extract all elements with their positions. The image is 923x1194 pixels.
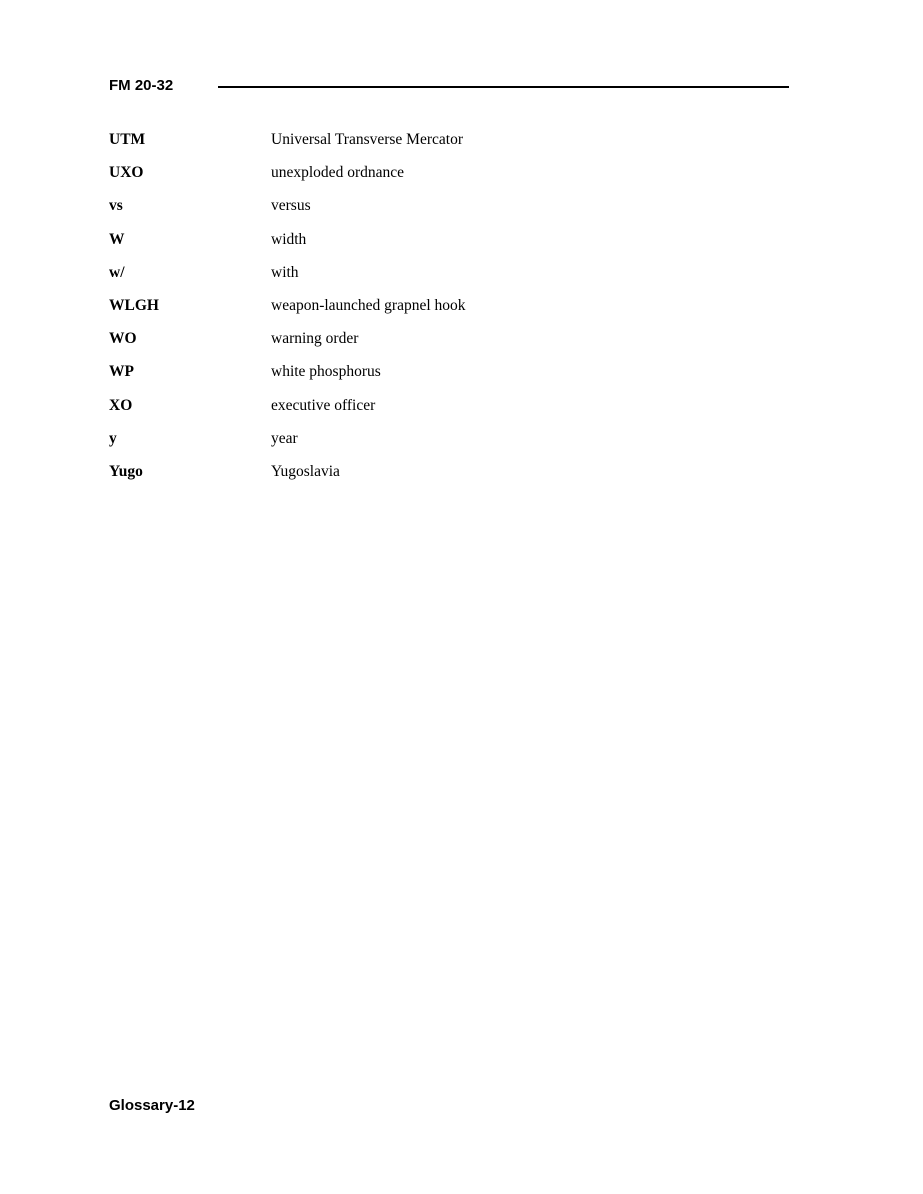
glossary-entry: [109, 296, 789, 329]
glossary-definition: year: [271, 429, 298, 447]
glossary-entry: [109, 230, 789, 263]
glossary-definition: unexploded ordnance: [271, 164, 404, 182]
document-id: FM 20-32: [109, 77, 174, 94]
page-number: Glossary-12: [109, 1097, 195, 1114]
header-rule: [218, 86, 789, 88]
glossary-entry: [109, 263, 789, 296]
glossary-entry: [109, 429, 789, 462]
glossary-term: WLGH: [109, 296, 159, 314]
glossary-entry: [109, 130, 789, 163]
glossary-definition: executive officer: [271, 396, 376, 414]
glossary-term: UTM: [109, 131, 146, 148]
glossary-entry: [109, 396, 789, 429]
glossary-definition: width: [271, 230, 307, 248]
glossary-term: XO: [109, 396, 133, 414]
glossary-definition: weapon-launched grapnel hook: [271, 296, 466, 314]
glossary-term: W: [109, 230, 125, 248]
glossary-term: WP: [109, 363, 134, 381]
glossary-definition: Yugoslavia: [271, 462, 340, 480]
glossary-definition: white phosphorus: [271, 363, 381, 381]
glossary-entry: [109, 329, 789, 362]
glossary-definition: Universal Transverse Mercator: [271, 131, 463, 148]
glossary-definition: with: [271, 263, 299, 281]
glossary-term: w/: [109, 263, 125, 281]
glossary-term: Yugo: [109, 462, 143, 480]
glossary-entry: [109, 196, 789, 229]
glossary-term: UXO: [109, 164, 144, 182]
glossary-term: y: [109, 429, 117, 447]
glossary-definition: warning order: [271, 330, 359, 348]
glossary-term: WO: [109, 330, 137, 348]
glossary-entry: [109, 163, 789, 196]
glossary-entry: [109, 462, 789, 495]
glossary-term: vs: [109, 197, 123, 215]
glossary-definition: versus: [271, 197, 311, 215]
glossary-list: [109, 130, 789, 495]
glossary-entry: [109, 362, 789, 395]
